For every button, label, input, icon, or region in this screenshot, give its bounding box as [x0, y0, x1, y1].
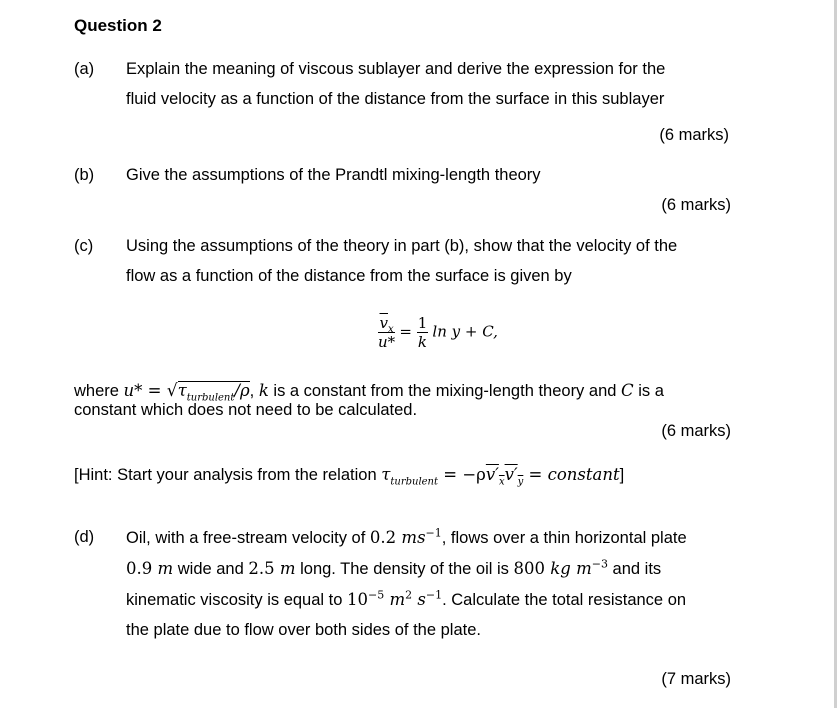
part-c-line-1: Using the assumptions of the theory in part (b), show that the velocity of the	[126, 237, 678, 255]
part-c-where-line: where $u* = √\tau_{turbulent}/\rho$, k is a constant from the mixing-length theory and C is a	[74, 381, 664, 404]
part-b-marks: (6 marks)	[661, 196, 731, 214]
question-title: Question 2	[74, 16, 162, 35]
part-c-label: (c)	[74, 237, 94, 255]
part-a-marks: (6 marks)	[659, 126, 729, 144]
velocity-equation: $\frac{\overline{v}_x}{u*}$ = $\frac{1}{k}$ ln y + C,	[378, 314, 498, 351]
part-a-line-1: Explain the meaning of viscous sublayer and derive the expression for the	[126, 60, 666, 78]
part-b-label: (b)	[74, 166, 95, 184]
part-d-line-2: 0.9 m wide and 2.5 m long. The density of the oil is 800 kg $m^{-3}$ and its	[126, 557, 662, 578]
part-c-marks: (6 marks)	[661, 422, 731, 440]
part-a-line-2: fluid velocity as a function of the distance from the surface in this sublayer	[126, 90, 665, 108]
part-c-hint: [Hint: Start your analysis from the relation $\tau_{turbulent} = -\rho v'_xv'_y$ = constant]	[74, 465, 625, 488]
part-c-line-2: flow as a function of the distance from the surface is given by	[126, 267, 572, 285]
part-d-label: (d)	[74, 528, 95, 546]
part-d-marks: (7 marks)	[661, 670, 731, 688]
part-d-line-4: the plate due to flow over both sides of the plate.	[126, 621, 481, 639]
part-c-where-line-2: constant which does not need to be calculated.	[74, 401, 418, 419]
part-d-line-3: kinematic viscosity is equal to $10^{-5}$ $m^2$ $s^{-1}$. Calculate the total resistance on	[126, 588, 687, 609]
part-d-line-1: Oil, with a free-stream velocity of 0.2 $ms^{-1}$, flows over a thin horizontal plate	[126, 526, 687, 547]
part-a-label: (a)	[74, 60, 95, 78]
part-b-line-1: Give the assumptions of the Prandtl mixing-length theory	[126, 166, 541, 184]
